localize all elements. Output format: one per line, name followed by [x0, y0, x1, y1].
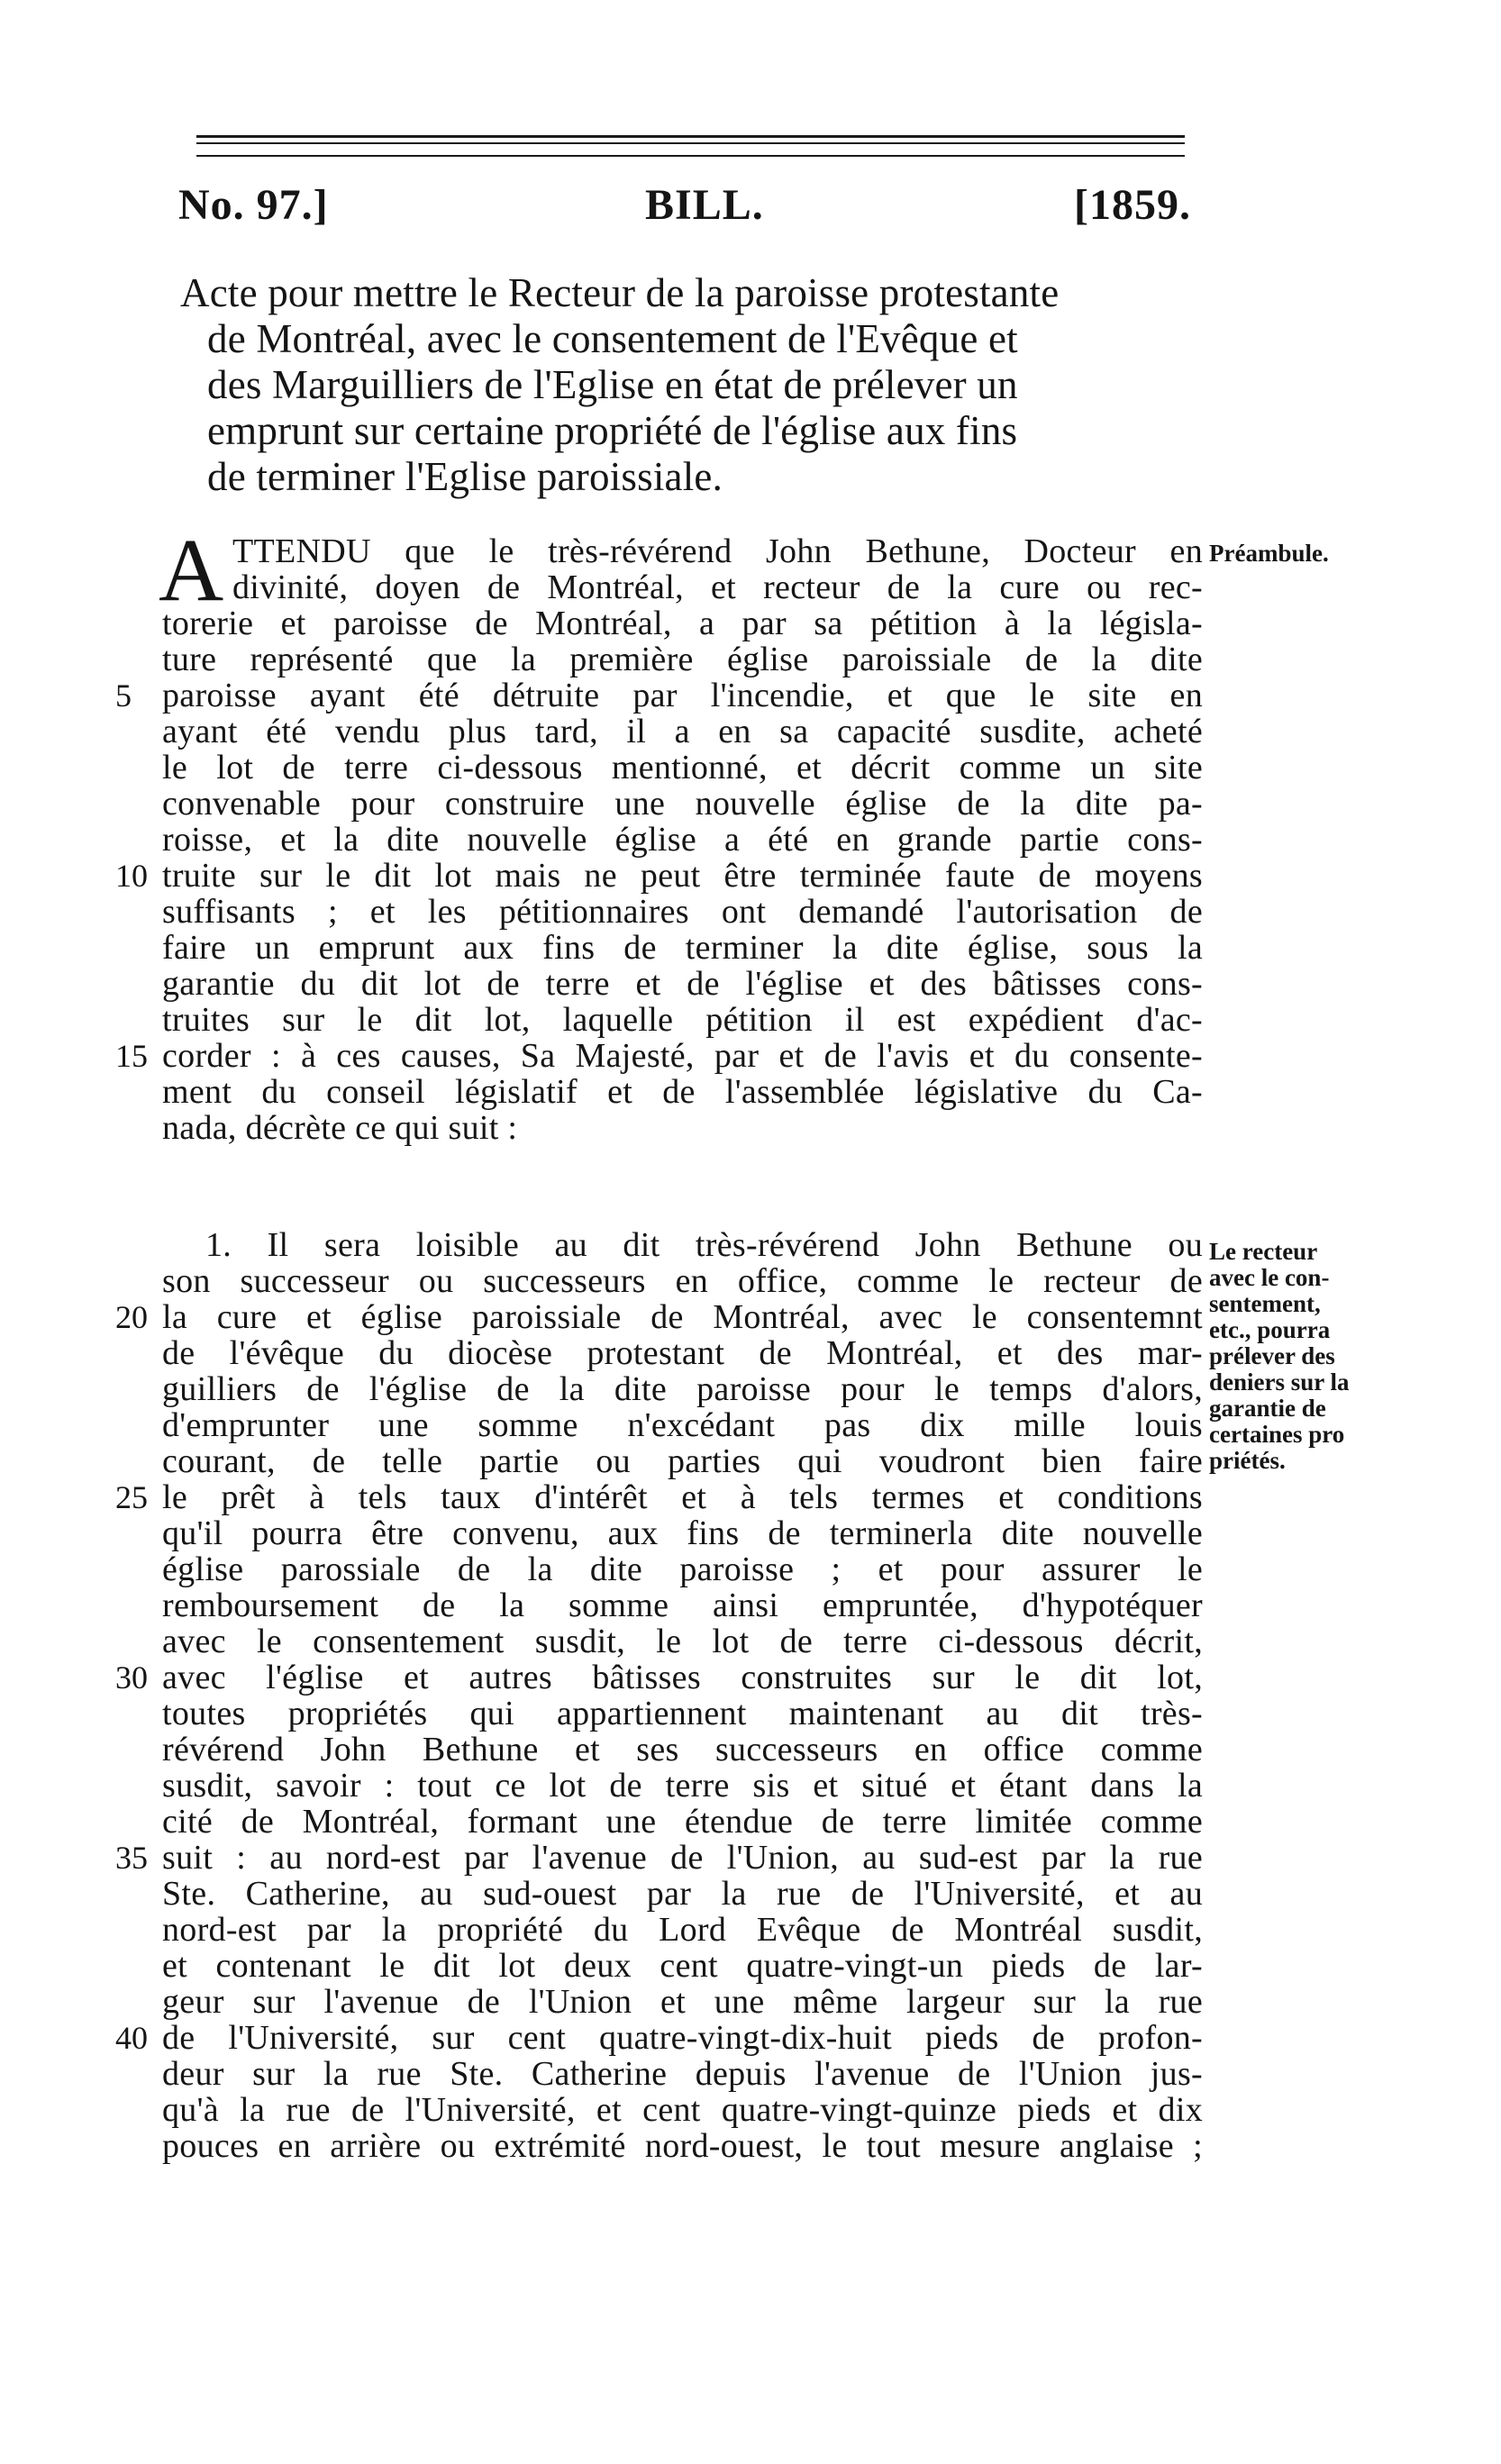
- section-line: la cure et église paroissiale de Montréal, avec le consentemnt: [162, 1298, 1203, 1336]
- preamble-line: ment du conseil législatif et de l'assemblée législative du Ca-: [162, 1073, 1203, 1111]
- bill-number: No. 97.]: [178, 181, 329, 229]
- line-number: 20: [115, 1299, 148, 1335]
- act-title-line: Acte pour mettre le Recteur de la paroisse protestante: [180, 270, 1060, 315]
- line-number: 10: [115, 858, 148, 894]
- margin-note-line: prélever des: [1209, 1342, 1335, 1369]
- section-line: son successeur ou successeurs en office, comme le recteur de: [162, 1262, 1203, 1300]
- line-number: 35: [115, 1840, 148, 1876]
- section-line: pouces en arrière ou extrémité nord-ouest, le tout mesure anglaise ;: [162, 2127, 1203, 2165]
- drop-cap: A: [159, 520, 224, 620]
- preamble-line: roisse, et la dite nouvelle église a été en grande partie cons-: [162, 821, 1203, 859]
- top-rule-double-2: [196, 142, 1185, 144]
- act-title-line: emprunt sur certaine propriété de l'église aux fins: [207, 408, 1018, 453]
- section-line: geur sur l'avenue de l'Union et une même largeur sur la rue: [162, 1983, 1203, 2021]
- line-number: 5: [115, 677, 132, 714]
- margin-note-line: priétés.: [1209, 1447, 1286, 1474]
- preamble-line: suffisants ; et les pétitionnaires ont demandé l'autorisation de: [162, 893, 1203, 931]
- act-title-line: de Montréal, avec le consentement de l'Evêque et: [207, 316, 1018, 361]
- preamble-line: TTENDU que le très-révérend John Bethune, Docteur en: [232, 532, 1203, 570]
- margin-note-line: certaines pro: [1209, 1421, 1345, 1448]
- preamble-line: nada, décrète ce qui suit :: [162, 1109, 518, 1147]
- section-line: église parossiale de la dite paroisse ; et pour assurer le: [162, 1550, 1203, 1588]
- section-line: qu'il pourra être convenu, aux fins de terminerla dite nouvelle: [162, 1514, 1203, 1552]
- section-line: avec le consentement susdit, le lot de terre ci-dessous décrit,: [162, 1623, 1203, 1660]
- section-line: suit : au nord-est par l'avenue de l'Union, au sud-est par la rue: [162, 1839, 1203, 1877]
- preamble-line: corder : à ces causes, Sa Majesté, par et de l'avis et du consente-: [162, 1037, 1203, 1075]
- section-line: et contenant le dit lot deux cent quatre-vingt-un pieds de lar-: [162, 1947, 1203, 1985]
- preamble-line: garantie du dit lot de terre et de l'église et des bâtisses cons-: [162, 965, 1203, 1003]
- margin-note-line: deniers sur la: [1209, 1368, 1350, 1396]
- section-line: de l'Université, sur cent quatre-vingt-dix-huit pieds de profon-: [162, 2019, 1203, 2057]
- margin-note-line: etc., pourra: [1209, 1316, 1331, 1343]
- line-number: 15: [115, 1038, 148, 1074]
- preamble-line: ture représenté que la première église paroissiale de la dite: [162, 641, 1203, 678]
- bill-heading: BILL.: [645, 181, 764, 229]
- top-rule-double-1: [196, 135, 1185, 138]
- margin-note-line: garantie de: [1209, 1395, 1326, 1422]
- preamble-line: truite sur le dit lot mais ne peut être terminée faute de moyens: [162, 857, 1203, 895]
- section-line: guilliers de l'église de la dite paroisse pour le temps d'alors,: [162, 1370, 1203, 1408]
- bill-year: [1859.: [1074, 181, 1191, 229]
- preamble-line: paroisse ayant été détruite par l'incendie, et que le site en: [162, 677, 1203, 714]
- margin-note-line: sentement,: [1209, 1290, 1321, 1317]
- section-line: révérend John Bethune et ses successeurs en office comme: [162, 1731, 1203, 1768]
- preamble-line: faire un emprunt aux fins de terminer la dite église, sous la: [162, 929, 1203, 967]
- section-line: Ste. Catherine, au sud-ouest par la rue de l'Université, et au: [162, 1875, 1203, 1913]
- preamble-line: ayant été vendu plus tard, il a en sa capacité susdite, acheté: [162, 713, 1203, 750]
- section-line: de l'évêque du diocèse protestant de Montréal, et des mar-: [162, 1334, 1203, 1372]
- section-line: courant, de telle partie ou parties qui voudront bien faire: [162, 1442, 1203, 1480]
- section-line: d'emprunter une somme n'excédant pas dix mille louis: [162, 1406, 1203, 1444]
- act-title-line: des Marguilliers de l'Eglise en état de prélever un: [207, 362, 1018, 407]
- top-rule-single: [196, 155, 1185, 157]
- section-line: cité de Montréal, formant une étendue de terre limitée comme: [162, 1803, 1203, 1841]
- section-line: remboursement de la somme ainsi empruntée, d'hypotéquer: [162, 1587, 1203, 1624]
- line-number: 25: [115, 1479, 148, 1515]
- line-number: 30: [115, 1659, 148, 1696]
- margin-note-line: avec le con-: [1209, 1264, 1330, 1291]
- preamble-line: le lot de terre ci-dessous mentionné, et décrit comme un site: [162, 749, 1203, 786]
- section-line: nord-est par la propriété du Lord Evêque de Montréal susdit,: [162, 1911, 1203, 1949]
- preamble-line: truites sur le dit lot, laquelle pétition il est expédient d'ac-: [162, 1001, 1203, 1039]
- section-line: le prêt à tels taux d'intérêt et à tels termes et conditions: [162, 1478, 1203, 1516]
- section-line: qu'à la rue de l'Université, et cent quatre-vingt-quinze pieds et dix: [162, 2091, 1203, 2129]
- preamble-line: divinité, doyen de Montréal, et recteur de la cure ou rec-: [232, 568, 1203, 606]
- preamble-line: convenable pour construire une nouvelle église de la dite pa-: [162, 785, 1203, 823]
- line-number: 40: [115, 2020, 148, 2056]
- section-line: deur sur la rue Ste. Catherine depuis l'avenue de l'Union jus-: [162, 2055, 1203, 2093]
- margin-note-preamble: Préambule.: [1209, 540, 1329, 567]
- preamble-line: torerie et paroisse de Montréal, a par sa pétition à la législa-: [162, 605, 1203, 642]
- section-line: 1. Il sera loisible au dit très-révérend John Bethune ou: [205, 1226, 1203, 1264]
- margin-note-line: Le recteur: [1209, 1238, 1318, 1265]
- section-line: toutes propriétés qui appartiennent maintenant au dit très-: [162, 1695, 1203, 1732]
- section-line: susdit, savoir : tout ce lot de terre sis et situé et étant dans la: [162, 1767, 1203, 1805]
- act-title-line: de terminer l'Eglise paroissiale.: [207, 454, 723, 499]
- section-line: avec l'église et autres bâtisses construites sur le dit lot,: [162, 1659, 1203, 1696]
